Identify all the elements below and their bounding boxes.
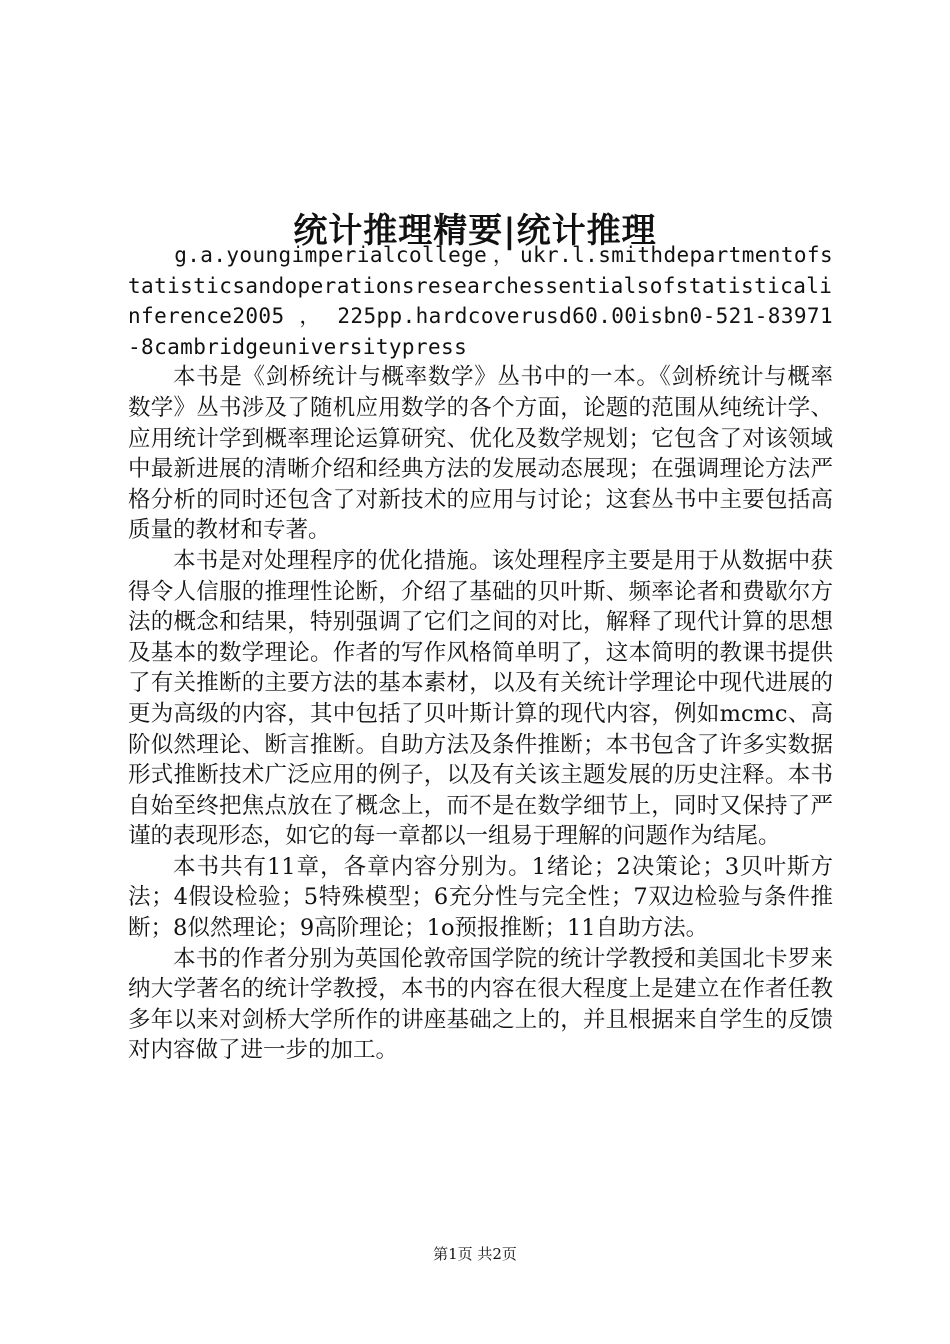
page-number-footer: 第1页 共2页 (433, 1245, 517, 1263)
series-intro-paragraph: 本书是《剑桥统计与概率数学》丛书中的一本。《剑桥统计与概率数学》丛书涉及了随机应用数学的各个方面，论题的范围从纯统计学、应用统计学到概率理论运算研究、优化及数学规划；它包含了对该领域中最新进展的清晰介绍和经典方法的发展动态展现；在强调理论方法严格分析的同时还包含了对新技术的应用与讨论；这套丛书中主要包括高质量的教材和专著。 (128, 364, 833, 544)
citation-paragraph: g.a.youngimperialcollege，ukr.l.smithdepartmentofstatisticsandoperationsresearchessentialsofstatisticalinference2005 ， 225pp.hardcoverusd60.00isbn0-521-83971-8cambridgeuniversitypress (128, 243, 833, 359)
authors-paragraph: 本书的作者分别为英国伦敦帝国学院的统计学教授和美国北卡罗来纳大学著名的统计学教授，本书的内容在很大程度上是建立在作者任教多年以来对剑桥大学所作的讲座基础之上的，并且根据来自学生的反馈对内容做了进一步的加工。 (128, 945, 833, 1064)
page-title: 统计推理精要|统计推理 (293, 210, 657, 251)
document-body (128, 240, 833, 1066)
chapters-paragraph: 本书共有11章，各章内容分别为。1绪论；2决策论；3贝叶斯方法；4假设检验；5特殊模型；6充分性与完全性；7双边检验与条件推断；8似然理论；9高阶理论；1o预报推断；11自助方法。 (128, 853, 833, 942)
book-content-paragraph: 本书是对处理程序的优化措施。该处理程序主要是用于从数据中获得令人信服的推理性论断，介绍了基础的贝叶斯、频率论者和费歇尔方法的概念和结果，特别强调了它们之间的对比，解释了现代计算的思想及基本的数学理论。作者的写作风格简单明了，这本简明的教课书提供了有关推断的主要方法的基本素材，以及有关统计学理论中现代进展的更为高级的内容，其中包括了贝叶斯计算的现代内容，例如mcmc、高阶似然理论、断言推断。自助方法及条件推断；本书包含了许多实数据形式推断技术广泛应用的例子，以及有关该主题发展的历史注释。本书自始至终把焦点放在了概念上，而不是在数学细节上，同时又保持了严谨的表现形态，如它的每一章都以一组易于理解的问题作为结尾。 (128, 547, 833, 850)
